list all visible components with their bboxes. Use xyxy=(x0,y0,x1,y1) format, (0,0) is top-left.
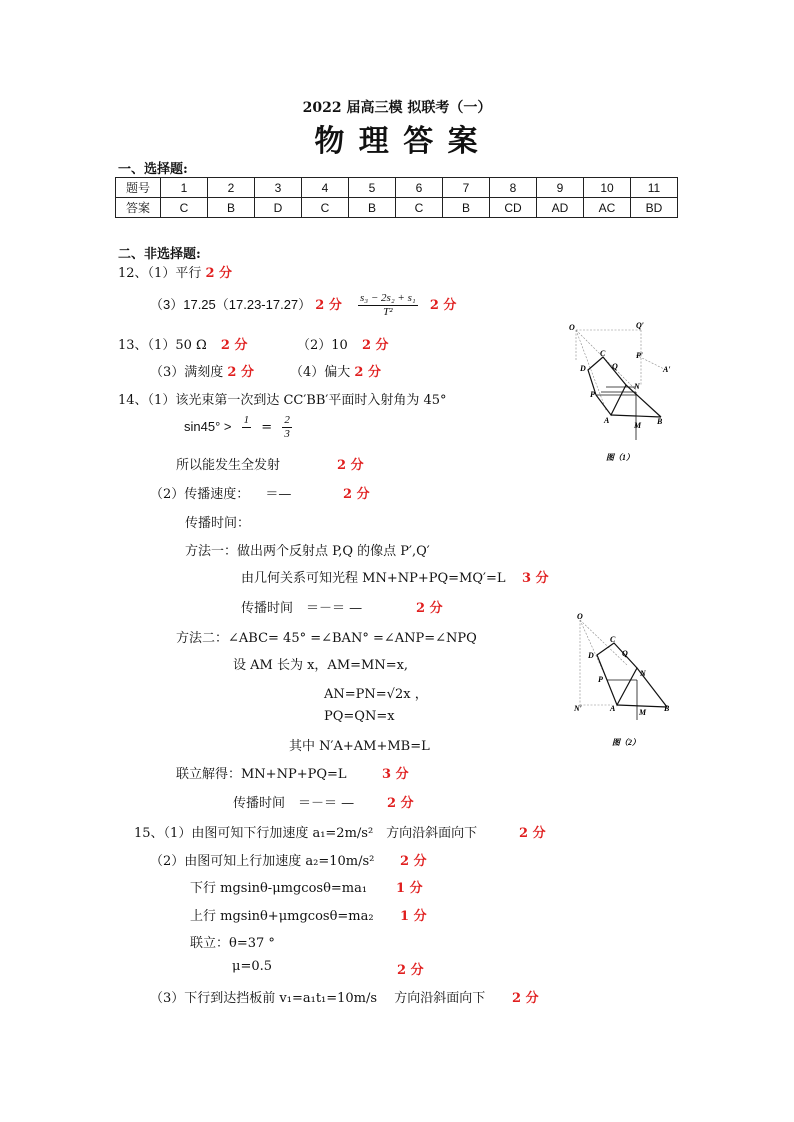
figure-caption: 图（2） xyxy=(612,738,640,747)
q12-answer1: 12、（1）平行 xyxy=(118,266,202,281)
q14-sin-line xyxy=(184,414,298,441)
table-cell: 6 xyxy=(396,178,443,198)
figure-label: C xyxy=(610,635,616,644)
table-cell: D xyxy=(255,198,302,218)
table-cell: B xyxy=(443,198,490,218)
figure-1-diagram xyxy=(566,320,676,465)
table-cell: C xyxy=(396,198,443,218)
row-label-number: 题号 xyxy=(116,178,161,198)
table-row-numbers xyxy=(116,178,678,198)
figure-label: D xyxy=(580,364,586,373)
score: 2 分 xyxy=(400,854,427,869)
figure-label: Q xyxy=(622,649,628,658)
figure-label: M xyxy=(634,421,642,430)
score: 2 分 xyxy=(220,338,248,353)
q15-line6: μ=0.5 xyxy=(232,959,273,974)
sin-text: sin45° > xyxy=(184,419,232,434)
q13-answer3: （3）满刻度 xyxy=(150,365,224,380)
method1-line2: 由几何关系可知光程 MN+NP+PQ=MQ′=L xyxy=(241,571,506,586)
q13-line2 xyxy=(150,361,254,380)
figure-label: Q′ xyxy=(636,321,645,330)
figure-label: B xyxy=(657,417,663,426)
score: 2 分 xyxy=(512,991,539,1006)
q13-line1b xyxy=(297,334,389,353)
score: 2 分 xyxy=(337,458,364,473)
formula-numerator: 2 xyxy=(284,414,290,426)
formula-numerator: 1 xyxy=(243,414,250,426)
table-cell: CD xyxy=(490,198,537,218)
method2-line2: 设 AM 长为 x，AM=MN=x, xyxy=(233,658,409,673)
solve-line: 联立解得：MN+NP+PQ=L xyxy=(176,767,347,782)
q14-line5: 传播时间： xyxy=(185,516,251,531)
table-cell: AD xyxy=(537,198,584,218)
table-cell: 7 xyxy=(443,178,490,198)
figure-label: D xyxy=(588,651,594,660)
q15-line5: 联立：θ=37 ° xyxy=(190,936,275,951)
figure-label: N xyxy=(640,669,646,678)
method2-line4: PQ=QN=x xyxy=(324,709,395,724)
figure-label: B xyxy=(664,704,670,713)
table-row-answers xyxy=(116,198,678,218)
figure-label: A xyxy=(604,416,610,425)
table-cell: C xyxy=(161,198,208,218)
table-cell: 5 xyxy=(349,178,396,198)
table-cell: 10 xyxy=(584,178,631,198)
table-cell: 9 xyxy=(537,178,584,198)
q12-line2 xyxy=(150,292,456,319)
answer-table xyxy=(115,177,678,218)
page-title: 物 理 答 案 xyxy=(314,124,480,159)
time-line: 传播时间 ＝－＝ — xyxy=(233,796,355,811)
q13-answer1: 13、（1）50 Ω xyxy=(118,338,207,353)
method1-line1: 方法一：做出两个反射点 P,Q 的像点 P′,Q′ xyxy=(185,544,430,559)
figure-label: Q xyxy=(612,362,618,371)
table-cell: 2 xyxy=(208,178,255,198)
table-cell: B xyxy=(349,198,396,218)
figure-label: O xyxy=(569,323,575,332)
figure-label: A′ xyxy=(663,365,671,374)
method2-line3: AN=PN=√2x ， xyxy=(324,687,428,702)
section2-title: 二、非选择题: xyxy=(118,247,201,262)
section1-title: 一、选择题: xyxy=(118,162,188,177)
conclusion: 所以能发生全发射 xyxy=(176,458,281,473)
score: 2 分 xyxy=(315,298,342,313)
q12-answer3: （3）17.25（17.23-17.27） xyxy=(150,297,312,312)
figure-label: O xyxy=(577,612,583,621)
table-cell: 1 xyxy=(161,178,208,198)
method2-line5: 其中 N′A+AM+MB=L xyxy=(289,739,430,754)
score: 3 分 xyxy=(382,767,409,782)
formula-denominator: T² xyxy=(383,306,393,318)
speed-label: （2）传播速度： xyxy=(150,487,250,502)
table-cell: AC xyxy=(584,198,631,218)
figure-label: N xyxy=(634,382,640,391)
q15-line4: 上行 mgsinθ+μmgcosθ=ma₂ xyxy=(190,909,374,924)
score: 2 分 xyxy=(519,826,546,841)
figure-label: P xyxy=(590,390,595,399)
score: 2 分 xyxy=(354,365,381,380)
table-cell: BD xyxy=(631,198,678,218)
score: 1 分 xyxy=(400,909,427,924)
exam-title: 2022 届高三模 拟联考（一） xyxy=(302,100,492,116)
figure-label: A xyxy=(610,704,616,713)
score: 1 分 xyxy=(396,881,423,896)
formula-denominator: 3 xyxy=(284,428,290,440)
table-cell: C xyxy=(302,198,349,218)
table-cell: 8 xyxy=(490,178,537,198)
q13-line1 xyxy=(118,334,248,353)
q13-answer4: （4）偏大 xyxy=(290,365,351,380)
fraction-2 xyxy=(282,414,292,441)
q15-line1: 15、（1）由图可知下行加速度 a₁=2m/s² 方向沿斜面向下 xyxy=(134,826,478,841)
q12-formula xyxy=(358,292,418,319)
speed-formula: ＝— xyxy=(265,487,292,502)
figure-label: P′ xyxy=(636,351,644,360)
formula-denominator xyxy=(242,428,252,441)
method2-line1: 方法二：∠ABC= 45° =∠BAN° =∠ANP=∠NPQ xyxy=(176,631,477,646)
q14-line3 xyxy=(176,454,280,473)
equals-sign: = xyxy=(261,420,273,435)
row-label-answer: 答案 xyxy=(116,198,161,218)
score: 2 分 xyxy=(429,298,457,313)
score: 3 分 xyxy=(522,571,549,586)
table-cell: 11 xyxy=(631,178,678,198)
figure-label: P xyxy=(598,675,603,684)
score: 2 分 xyxy=(397,963,424,978)
formula-numerator: s₃ − 2s₂ + s₁ xyxy=(360,292,416,304)
q13-answer2: （2）10 xyxy=(297,338,348,353)
q12-line1 xyxy=(118,262,232,281)
q15-line3: 下行 mgsinθ-μmgcosθ=ma₁ xyxy=(190,881,368,896)
score: 2 分 xyxy=(361,338,389,353)
table-cell: 4 xyxy=(302,178,349,198)
method1-line3: 传播时间 ＝－＝ — xyxy=(241,601,363,616)
q14-line1: 14、（1）该光束第一次到达 CC′BB′平面时入射角为 45° xyxy=(118,393,447,408)
score: 2 分 xyxy=(343,487,370,502)
figure-label: M xyxy=(639,708,647,717)
table-cell: B xyxy=(208,198,255,218)
q13-line2b xyxy=(290,361,381,380)
figure-label: C xyxy=(600,349,606,358)
score: 2 分 xyxy=(227,365,254,380)
fraction-1 xyxy=(242,414,252,441)
score: 2 分 xyxy=(205,266,233,281)
table-cell: 3 xyxy=(255,178,302,198)
q15-line7: （3）下行到达挡板前 v₁=a₁t₁=10m/s 方向沿斜面向下 xyxy=(150,991,486,1006)
q14-line4 xyxy=(150,483,291,502)
score: 2 分 xyxy=(387,796,414,811)
q15-line2: （2）由图可知上行加速度 a₂=10m/s² xyxy=(150,854,375,869)
figure-label: N′ xyxy=(574,704,583,713)
figure-2-diagram xyxy=(572,610,682,750)
score: 2 分 xyxy=(416,601,443,616)
figure-caption: 图（1） xyxy=(606,453,634,462)
